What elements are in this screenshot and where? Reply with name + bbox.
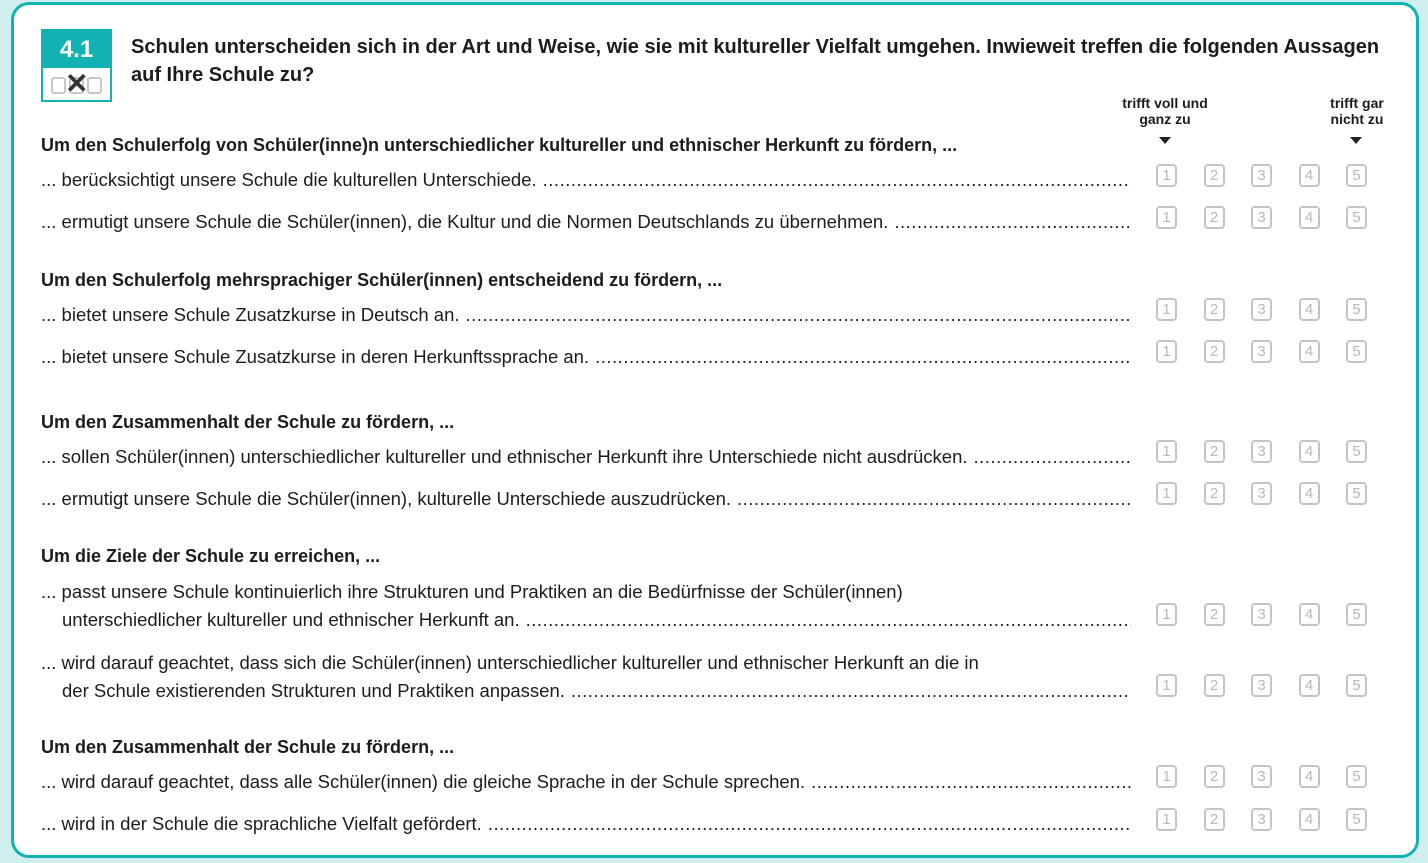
rating-checkbox-2[interactable]: 2 [1204, 808, 1225, 831]
statement-line [41, 166, 1131, 194]
statement-line [41, 677, 1131, 705]
statement-item [41, 301, 1131, 329]
statement-item [41, 578, 1131, 634]
rating-checkbox-1[interactable]: 1 [1156, 603, 1177, 626]
rating-checkbox-5[interactable]: 5 [1346, 340, 1367, 363]
rating-checkbox-5[interactable]: 5 [1346, 440, 1367, 463]
statement-item [41, 166, 1131, 194]
rating-checkbox-4[interactable]: 4 [1299, 482, 1320, 505]
group-title: Um die Ziele der Schule zu erreichen, ... [41, 546, 381, 566]
rating-checkbox-5[interactable]: 5 [1346, 674, 1367, 697]
rating-checkbox-4[interactable]: 4 [1299, 340, 1320, 363]
rating-checkbox-2[interactable]: 2 [1204, 482, 1225, 505]
statement-text: ... bietet unsere Schule Zusatzkurse in Deutsch an. [41, 304, 460, 325]
rating-options [1156, 340, 1394, 363]
rating-checkbox-3[interactable]: 3 [1251, 164, 1272, 187]
rating-checkbox-4[interactable]: 4 [1299, 440, 1320, 463]
question-text: Schulen unterscheiden sich in der Art und Weise, wie sie mit kultureller Vielfalt umgehen. Inwieweit treffen die folgenden Aussagen auf Ihre Schule zu? [131, 36, 1380, 86]
statement-item [41, 443, 1131, 471]
statement-text: ... wird darauf geachtet, dass alle Schüler(innen) die gleiche Sprache in der Schule sprechen. [41, 771, 806, 792]
rating-checkbox-3[interactable]: 3 [1251, 674, 1272, 697]
statement-line [41, 810, 1131, 838]
rating-checkbox-5[interactable]: 5 [1346, 298, 1367, 321]
scale-label-agree [1110, 95, 1220, 127]
rating-checkbox-3[interactable]: 3 [1251, 440, 1272, 463]
statement-item [41, 768, 1131, 796]
scale-label-agree-line2: ganz zu [1139, 111, 1191, 127]
statement-item [41, 649, 1131, 705]
rating-checkbox-4[interactable]: 4 [1299, 808, 1320, 831]
statement-line [41, 301, 1131, 329]
rating-checkbox-4[interactable]: 4 [1299, 674, 1320, 697]
statement-text: der Schule existierenden Strukturen und Praktiken anpassen. [62, 680, 565, 701]
rating-checkbox-2[interactable]: 2 [1204, 674, 1225, 697]
rating-checkbox-3[interactable]: 3 [1251, 298, 1272, 321]
rating-checkbox-2[interactable]: 2 [1204, 340, 1225, 363]
rating-options [1156, 765, 1394, 788]
scale-label-disagree-line1: trifft gar [1330, 95, 1384, 111]
rating-options [1156, 808, 1394, 831]
arrow-down-icon [1159, 137, 1171, 144]
scale-label-disagree-line2: nicht zu [1330, 111, 1384, 127]
statement-text: ... bietet unsere Schule Zusatzkurse in deren Herkunftssprache an. [41, 346, 590, 367]
statement-text: ... wird in der Schule die sprachliche Vielfalt gefördert. [41, 813, 482, 834]
question-number: 4.1 [43, 31, 110, 68]
rating-checkbox-5[interactable]: 5 [1346, 482, 1367, 505]
statement-line [41, 343, 1131, 371]
statement-text: unterschiedlicher kultureller und ethnischer Herkunft an. [62, 609, 520, 630]
rating-checkbox-2[interactable]: 2 [1204, 603, 1225, 626]
dot-leader [805, 768, 1131, 796]
rating-checkbox-3[interactable]: 3 [1251, 340, 1272, 363]
group-title: Um den Zusammenhalt der Schule zu fördern, ... [41, 737, 455, 757]
rating-checkbox-1[interactable]: 1 [1156, 808, 1177, 831]
statement-text: ... passt unsere Schule kontinuierlich ihre Strukturen und Praktiken an die Bedürfnisse der Schüler(innen) [41, 581, 903, 602]
rating-checkbox-2[interactable]: 2 [1204, 440, 1225, 463]
checkbox-x-icon: ✕ [43, 68, 110, 102]
rating-checkbox-5[interactable]: 5 [1346, 206, 1367, 229]
dot-leader [460, 301, 1131, 329]
rating-checkbox-5[interactable]: 5 [1346, 765, 1367, 788]
rating-checkbox-5[interactable]: 5 [1346, 164, 1367, 187]
rating-checkbox-5[interactable]: 5 [1346, 603, 1367, 626]
rating-checkbox-2[interactable]: 2 [1204, 765, 1225, 788]
rating-checkbox-2[interactable]: 2 [1204, 206, 1225, 229]
dot-leader [565, 677, 1131, 705]
rating-options [1156, 206, 1394, 229]
group-title: Um den Schulerfolg von Schüler(inne)n unterschiedlicher kultureller und ethnischer Herkunft zu fördern, ... [41, 135, 958, 155]
statement-item [41, 810, 1131, 838]
rating-options [1156, 603, 1394, 626]
rating-checkbox-1[interactable]: 1 [1156, 164, 1177, 187]
rating-checkbox-2[interactable]: 2 [1204, 298, 1225, 321]
rating-checkbox-4[interactable]: 4 [1299, 765, 1320, 788]
rating-checkbox-3[interactable]: 3 [1251, 206, 1272, 229]
dot-leader [520, 606, 1131, 634]
rating-options [1156, 674, 1394, 697]
statement-text: ... berücksichtigt unsere Schule die kulturellen Unterschiede. [41, 169, 537, 190]
scale-label-disagree [1317, 95, 1397, 127]
rating-checkbox-2[interactable]: 2 [1204, 164, 1225, 187]
rating-checkbox-4[interactable]: 4 [1299, 603, 1320, 626]
statement-line [41, 208, 1131, 236]
rating-checkbox-1[interactable]: 1 [1156, 440, 1177, 463]
arrow-down-icon [1350, 137, 1362, 144]
scale-label-agree-line1: trifft voll und [1122, 95, 1208, 111]
rating-checkbox-4[interactable]: 4 [1299, 164, 1320, 187]
group-title: Um den Schulerfolg mehrsprachiger Schüler(innen) entscheidend zu fördern, ... [41, 270, 723, 290]
rating-checkbox-3[interactable]: 3 [1251, 603, 1272, 626]
statement-line [41, 606, 1131, 634]
group-title: Um den Zusammenhalt der Schule zu fördern, ... [41, 412, 455, 432]
statement-text: ... wird darauf geachtet, dass sich die Schüler(innen) unterschiedlicher kultureller und ethnischer Herkunft an die in [41, 652, 979, 673]
statement-item [41, 208, 1131, 236]
dot-leader [888, 208, 1131, 236]
rating-options [1156, 482, 1394, 505]
rating-checkbox-1[interactable]: 1 [1156, 340, 1177, 363]
rating-checkbox-3[interactable]: 3 [1251, 808, 1272, 831]
statement-line [41, 485, 1131, 513]
statement-item [41, 343, 1131, 371]
rating-checkbox-1[interactable]: 1 [1156, 482, 1177, 505]
dot-leader [968, 443, 1131, 471]
statement-line [41, 443, 1131, 471]
rating-checkbox-5[interactable]: 5 [1346, 808, 1367, 831]
statement-line [41, 768, 1131, 796]
rating-checkbox-1[interactable]: 1 [1156, 765, 1177, 788]
statement-text: ... ermutigt unsere Schule die Schüler(innen), kulturelle Unterschiede auszudrücken. [41, 488, 732, 509]
rating-checkbox-4[interactable]: 4 [1299, 298, 1320, 321]
rating-options [1156, 440, 1394, 463]
statement-line [41, 649, 1131, 677]
rating-checkbox-3[interactable]: 3 [1251, 765, 1272, 788]
dot-leader [589, 343, 1131, 371]
rating-options [1156, 298, 1394, 321]
statement-text: ... sollen Schüler(innen) unterschiedlicher kultureller und ethnischer Herkunft ihre Unterschiede nicht ausdrücken. [41, 446, 968, 467]
rating-checkbox-1[interactable]: 1 [1156, 298, 1177, 321]
dot-leader [482, 810, 1131, 838]
rating-checkbox-1[interactable]: 1 [1156, 674, 1177, 697]
rating-checkbox-1[interactable]: 1 [1156, 206, 1177, 229]
rating-options [1156, 164, 1394, 187]
rating-checkbox-3[interactable]: 3 [1251, 482, 1272, 505]
rating-checkbox-4[interactable]: 4 [1299, 206, 1320, 229]
question-badge [41, 29, 112, 102]
statement-line [41, 578, 1131, 606]
statement-text: ... ermutigt unsere Schule die Schüler(innen), die Kultur und die Normen Deutschlands zu übernehmen. [41, 211, 889, 232]
statement-item [41, 485, 1131, 513]
dot-leader [731, 485, 1131, 513]
dot-leader [537, 166, 1131, 194]
